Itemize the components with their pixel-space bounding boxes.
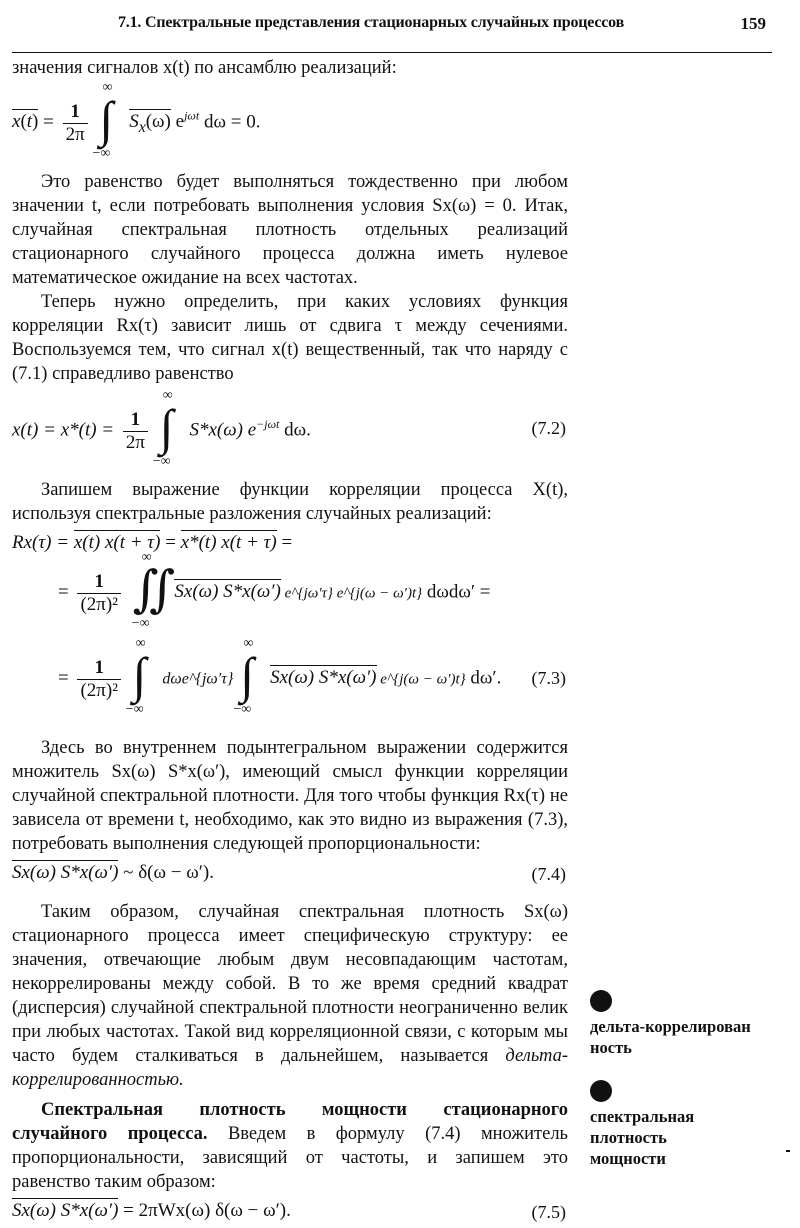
equation-number: (7.5) (531, 1202, 566, 1222)
paragraph-2: Это равенство будет выполняться тождественно при любом значении t, если потребовать выполнения условия Sx(ω) = 0. Итак, случайная спектральная плотность отдельных реализаций стационарного случайного процесса должна иметь нулевое математическое ожидание на всех частотах. (12, 172, 568, 288)
integral-sign: ∫ ∞ −∞ (125, 636, 147, 717)
integral-sign: ∫ ∞ −∞ (233, 636, 255, 717)
paragraph-1: значения сигналов x(t) по ансамблю реализаций: (12, 58, 397, 78)
equation-number: (7.2) (531, 418, 566, 438)
main-text (12, 50, 568, 1228)
margin-mark (786, 1150, 790, 1152)
paragraph-7: Спектральная плотность мощности стационарного случайного процесса. Введем в формулу (7.4) множитель пропорциональности, зависящий от частоты, и запишем это равенство таким образом: (12, 1100, 568, 1192)
equation-number: (7.4) (531, 864, 566, 884)
bullet-dot-icon (590, 1080, 612, 1102)
margin-note-1 (590, 990, 780, 1058)
running-title: 7.1. Спектральные представления стационарных случайных процессов (118, 14, 625, 31)
paragraph-3: Теперь нужно определить, при каких условиях функция корреляции Rx(τ) зависит лишь от сдвига τ между сечениями. Воспользуемся тем, что сигнал x(t) вещественный, так что наряду с (7.1) справедливо равенство (12, 292, 568, 384)
section-heading: Спектральная плотность мощности стационарного случайного процесса. (12, 1100, 568, 1144)
mean-x: x(t) (12, 111, 39, 133)
margin-note-2 (590, 1080, 780, 1169)
equation-2: x(t) = x*(t) = $\frac{1}{2\pi}$ ∫ ∞ −∞ S*x(ω) $e^{-j\omega t}$ dω. (7.2) (12, 388, 566, 469)
integrand: $S_x(\omega)$ (129, 111, 171, 137)
fraction: $\frac{1}{2\pi}$ (63, 101, 88, 146)
equation-1: x(t) = $\frac{1}{2\pi}$ ∫ ∞ −∞ $S_x(\omega)$ $e^{j\omega t}$ dω = 0. (12, 80, 261, 161)
equation-5: Sx(ω) S*x(ω′) = 2πWx(ω) δ(ω − ω′). (7.5) (12, 1200, 566, 1222)
margin-term: спектральная плотность мощности (590, 1107, 695, 1168)
page-number: 159 (740, 14, 766, 33)
margin-term: дельта-коррелированность (590, 1017, 751, 1057)
paragraph-4: Запишем выражение функции корреляции процесса X(t), используя спектральные разложения случайных реализаций: (12, 480, 568, 524)
integral-sign: ∫ ∞ −∞ (152, 388, 174, 469)
equation-number: (7.3) (531, 668, 566, 688)
paragraph-5: Здесь во внутреннем подынтегральном выражении содержится множитель Sx(ω) S*x(ω′), имеющий смысл функции корреляции случайной спектральной плотности. Для того чтобы функция Rx(τ) не зависела от времени t, необходимо, как это видно из выражения (7.3), потребовать выполнения следующей пропорциональности: (12, 738, 568, 854)
page-header (0, 14, 800, 36)
equation-3: Rx(τ) = x(t) x(t + τ) = x*(t) x(t + τ) = = $\frac{1}{\text{(2π)²}}$ ∬ ∞ −∞ Sx(ω) S*x(ω′) e^{jω′τ} e^{j(ω − ω′)t} dωdω′ = = $\frac{1}{\text{(2π)²}}$ ∫ ∞ −∞ dωe^{jω′τ} ∫ ∞ −∞ Sx(ω) S*x(ω′) e^{j(ω − ω′)t} dω′. (7.3) (12, 532, 566, 717)
double-integral-sign: ∬ ∞ −∞ (131, 550, 176, 631)
paragraph-6: Таким образом, случайная спектральная плотность Sx(ω) стационарного процесса имеет специфическую структуру: ее значения, отвечающие любым двум несовпадающим частотам, некоррелированы между собой. В то же время средний квадрат (дисперсия) случайной спектральной плотности неограниченно велик при любых частотах. Такой вид корреляционной связи, с которым мы часто будем сталкиваться в дальнейшем, называется дельта-коррелированностью. (12, 902, 568, 1090)
integral-sign: ∫ ∞ −∞ (92, 80, 114, 161)
bullet-dot-icon (590, 990, 612, 1012)
equation-4: Sx(ω) S*x(ω′) ~ δ(ω − ω′). (7.4) (12, 862, 566, 884)
term-delta-correlation: дельта-коррелированностью. (12, 1046, 568, 1090)
